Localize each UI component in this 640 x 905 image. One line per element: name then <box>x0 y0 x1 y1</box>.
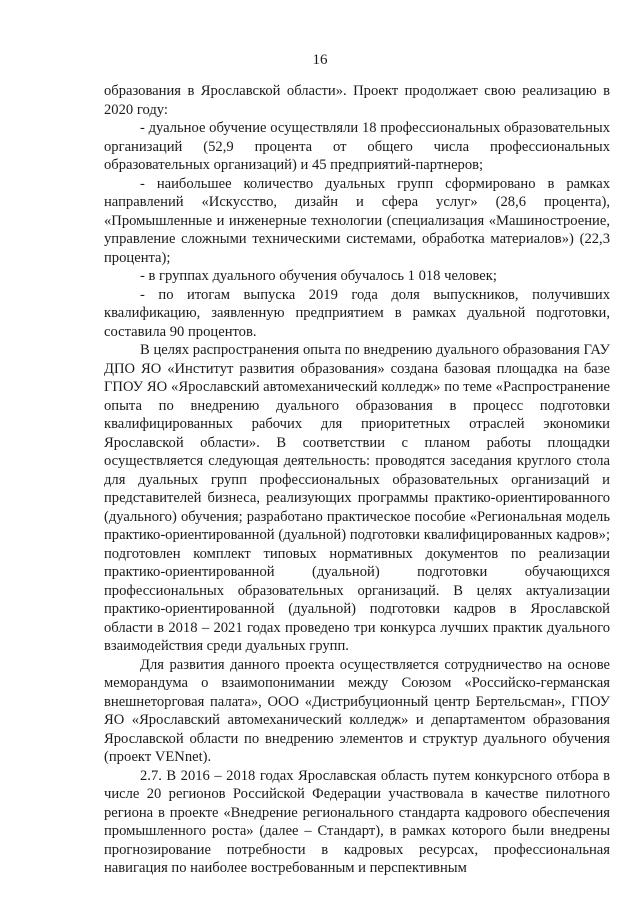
paragraph-cooperation: Для развития данного проекта осуществляется сотрудничество на основе меморандума о взаимопонимании между Союзом «Российско-германская внешнеторговая палата», ООО «Дистрибуционный центр Бертельсман», ГПОУ ЯО «Ярославский автомеханический колледж» и департаментом образования Ярославской области по внедрению элементов и структур дуального обучения (проект VENnet). <box>104 656 610 765</box>
list-item: - в группах дуального обучения обучалось 1 018 человек; <box>140 268 497 284</box>
document-body <box>104 82 610 878</box>
page-number: 16 <box>312 52 328 68</box>
list-item: - наибольшее количество дуальных групп сформировано в рамках направлений «Искусство, дизайн и сфера услуг» (28,6 процента), «Промышленные и инженерные технологии (специализация «Машиностроение, управление сложными техническими системами, обработка материалов») (22,3 процента); <box>104 175 610 266</box>
paragraph-intro: образования в Ярославской области». Проект продолжает свою реализацию в 2020 году: <box>104 83 610 118</box>
paragraph-base-platform: В целях распространения опыта по внедрению дуального образования ГАУ ДПО ЯО «Институт развития образования» создана базовая площадка на базе ГПОУ ЯО «Ярославский автомеханический колледж» по теме «Распространение опыта по внедрению дуального образования в процесс подготовки квалифицированных рабочих для приоритетных отраслей экономики Ярославской области». В соответствии с планом работы площадки осуществляется следующая деятельность: проводятся заседания круглого стола для дуальных групп профессиональных образовательных организаций и представителей бизнеса, реализующих программы практико-ориентированного (дуального) обучения; разработано практическое пособие «Региональная модель практико-ориентированной (дуальной) подготовки квалифицированных кадров»; подготовлен комплект типовых нормативных документов по реализации практико-ориентированной (дуальной) подготовки обучающихся профессиональных образовательных организаций. В целях актуализации практико-ориентированной (дуальной) подготовки кадров в Ярославской области в 2018 – 2021 годах проведено три конкурса лучших практик дуального взаимодействия среди дуальных групп. <box>104 342 610 654</box>
paragraph-section-2-7: 2.7. В 2016 – 2018 годах Ярославская область путем конкурсного отбора в числе 20 регионов Российской Федерации участвовала в качестве пилотного региона в проекте «Внедрение регионального стандарта кадрового обеспечения промышленного роста» (далее – Стандарт), в рамках которого были внедрены прогнозирование потребности в кадровых ресурсах, профессиональная навигация по наиболее востребованным и перспективным <box>104 767 610 876</box>
list-item: - по итогам выпуска 2019 года доля выпускников, получивших квалификацию, заявленную предприятием в рамках дуальной подготовки, составила 90 процентов. <box>104 286 610 340</box>
list-item: - дуальное обучение осуществляли 18 профессиональных образовательных организаций (52,9 процента от общего числа профессиональных образовательных организаций) и 45 предприятий-партнеров; <box>104 120 610 173</box>
